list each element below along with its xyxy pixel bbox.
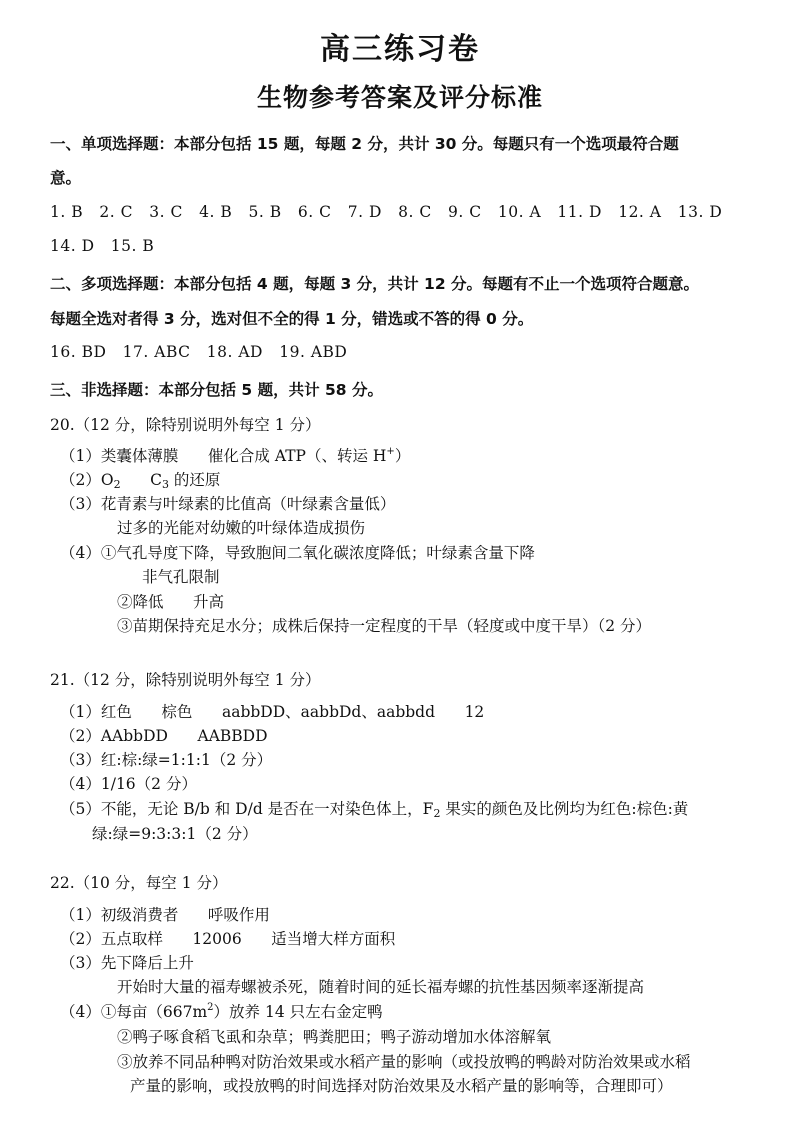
page-subtitle: 生物参考答案及评分标准 (256, 83, 543, 112)
q20-answer-3: （3）花青素与叶绿素的比值高（叶绿素含量低） (60, 495, 396, 513)
q22-answer-4-part3-cont: 产量的影响，或投放鸭的时间选择对防治效果及水稻产量的影响等，合理即可） (130, 1077, 673, 1095)
q20-answer-2: $(2)O_2$ $C_3$ 的还原 (60, 471, 221, 491)
q20-title: 20.（12 分，除特别说明外每空 1 分） (50, 416, 321, 434)
q21-answer-5: （5）不能，无论 B/b 和 D/d 是否在一对染色体上，$F_2$ 果实的颜色及比例均为红色:棕色:黄 (60, 800, 689, 820)
section1-heading-line2: 意。 (50, 169, 82, 187)
q22-answer-4-part2: ②鸭子啄食稻飞虱和杂草；鸭粪肥田；鸭子游动增加水体溶解氧 (117, 1028, 552, 1046)
section3-heading: 三、非选择题：本部分包括 5 题，共计 58 分。 (50, 381, 383, 399)
section1-answers-line2: 14. D 15. B (50, 237, 155, 255)
section2-heading-line2: 每题全选对者得 3 分，选对但不全的得 1 分，错选或不答的得 0 分。 (50, 310, 534, 328)
q21-answer-3: （3）红:棕:绿=1:1:1（2 分） (60, 751, 273, 769)
section1-heading-line1: 一、单项选择题：本部分包括 15 题，每题 2 分，共计 30 分。每题只有一个选项最符合题 (50, 135, 679, 153)
q20-answer-4: （4）①气孔导度下降，导致胞间二氧化碳浓度降低；叶绿素含量下降 (60, 544, 535, 562)
q21-answer-1: （1）红色 棕色 aabbDD、aabbDd、aabbdd 12 (60, 703, 485, 721)
q22-answer-3-cont: 开始时大量的福寿螺被杀死，随着时间的延长福寿螺的抗性基因频率逐渐提高 (117, 978, 645, 996)
q21-answer-5-cont: 绿:绿=9:3:3:1（2 分） (92, 825, 258, 843)
page-title: 高三练习卷 (320, 32, 480, 67)
q20-answer-1: （1）类囊体薄膜 催化合成 ATP（、转运 H+） (60, 446, 411, 465)
q22-answer-4: （4）①每亩$(667m^2)$放养 14 只左右金定鸭 (60, 1002, 383, 1021)
q22-answer-4-part3: ③放养不同品种鸭对防治效果或水稻产量的影响（或投放鸭的鸭龄对防治效果或水稻 (117, 1053, 691, 1071)
q20-answer-4-part2: ②降低 升高 (117, 593, 225, 611)
q21-answer-4: （4）1/16（2 分） (60, 775, 197, 793)
q20-answer-3-cont: 过多的光能对幼嫩的叶绿体造成损伤 (117, 519, 366, 537)
q20-answer-4-cont: 非气孔限制 (142, 568, 220, 586)
section1-answers-line1: 1. B 2. C 3. C 4. B 5. B 6. C 7. D 8. C 9. C 10. A 11. D 12. A 13. D (50, 203, 723, 221)
q20-answer-4-part3: ③苗期保持充足水分；成株后保持一定程度的干旱（轻度或中度干旱）（2 分） (117, 617, 652, 635)
section2-answers: 16. BD 17. ABC 18. AD 19. ABD (50, 343, 348, 361)
section2-heading-line1: 二、多项选择题：本部分包括 4 题，每题 3 分，共计 12 分。每题有不止一个选项符合题意。 (50, 275, 700, 293)
q21-title: 21.（12 分，除特别说明外每空 1 分） (50, 671, 321, 689)
q22-title: 22.（10 分，每空 1 分） (50, 874, 228, 892)
q21-answer-2: （2）AAbbDD AABBDD (60, 727, 268, 745)
q22-answer-3: （3）先下降后上升 (60, 954, 194, 972)
q22-answer-1: （1）初级消费者 呼吸作用 (60, 906, 270, 924)
q22-answer-2: （2）五点取样 12006 适当增大样方面积 (60, 930, 396, 948)
